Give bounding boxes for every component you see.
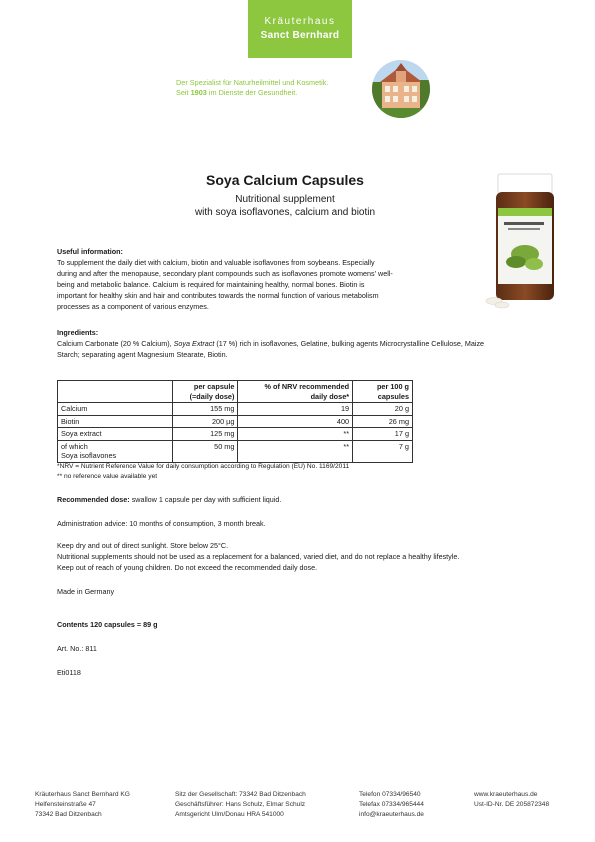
footer-web: www.kraeuterhaus.de Ust-ID-Nr. DE 205872348 [474, 791, 550, 808]
table-cell-per-100g: 20 g [353, 403, 413, 416]
contents: Contents 120 capsules = 89 g [57, 620, 158, 629]
nutrition-table [57, 380, 413, 463]
eti-code: Eti0118 [57, 668, 81, 677]
tagline-line1: Der Spezialist für Naturheilmittel und Kosmetik. [176, 78, 329, 87]
footer-company: Kräuterhaus Sanct Bernhard KG Helfensteinstraße 47 73342 Bad Ditzenbach [35, 791, 130, 818]
useful-info-line: processes as a component of various enzymes. [57, 302, 209, 311]
table-cell-nrv: ** [238, 440, 353, 462]
ingredients-line: Calcium Carbonate (20 % Calcium), Soya Extract (17 %) rich in isoflavones, Gelatine, bulking agents Microcrystalline Cellulose, Maize [57, 339, 485, 348]
footer-website-link[interactable]: www.kraeuterhaus.de [474, 791, 538, 798]
table-cell-per-100g: 7 g [353, 440, 413, 462]
tagline-line2: Seit 1903 im Dienste der Gesundheit. [176, 88, 298, 97]
table-row [58, 403, 413, 416]
table-cell-nrv: 19 [238, 403, 353, 416]
useful-info-line: important for healthy skin and hair and contributes towards the normal function of various metabolism [57, 291, 379, 300]
useful-information-label: Useful information: [57, 247, 123, 256]
table-cell-nrv: ** [238, 428, 353, 441]
table-header-nrv: % of NRV recommended daily dose* [238, 381, 353, 403]
table-cell-per-capsule: 155 mg [172, 403, 238, 416]
storage-line: Keep dry and out of direct sunlight. Store below 25°C. [57, 541, 229, 550]
table-cell-per-capsule: 200 µg [172, 415, 238, 428]
useful-info-line: To supplement the daily diet with calcium, biotin and valuable isoflavones from soybeans. Especially [57, 258, 375, 267]
footnote: *NRV = Nutrient Reference Value for daily consumption according to Regulation (EU) No. 1169/2011 [57, 463, 350, 470]
footer-legal: Sitz der Gesellschaft: 73342 Bad Ditzenbach Geschäftsführer: Hans Schulz, Elmar Schulz Amtsgericht Ulm/Donau HRA 541000 [175, 791, 306, 818]
article-number: Art. No.: 811 [57, 644, 97, 653]
footer-email-link[interactable]: info@kraeuterhaus.de [359, 811, 424, 818]
brand-tagline [176, 78, 328, 98]
product-bottle-image [480, 170, 572, 310]
table-cell-per-100g: 17 g [353, 428, 413, 441]
ingredients-line: Starch; separating agent Magnesium Stearate, Biotin. [57, 350, 228, 359]
useful-information [57, 246, 393, 312]
table-cell-per-capsule: 125 mg [172, 428, 238, 441]
table-cell-per-capsule: 50 mg [172, 440, 238, 462]
brand-logo [248, 0, 352, 58]
storage-line: Keep out of reach of young children. Do not exceed the recommended daily dose. [57, 563, 318, 572]
table-row [58, 440, 413, 462]
table-cell-name: Soya extract [58, 428, 173, 441]
table-cell-name: of which Soya isoflavones [58, 440, 173, 462]
table-row [58, 415, 413, 428]
table-header-per-100g: per 100 g capsules [353, 381, 413, 403]
useful-info-line: during and after the menopause, secondary plant compounds such as isoflavones promote womens' well- [57, 269, 393, 278]
brand-name-line1: Kräuterhaus [264, 16, 336, 27]
useful-info-line: being and metabolic balance. Calcium is required for maintaining healthy, normal bones. Biotin is [57, 280, 365, 289]
footnote: ** no reference value available yet [57, 472, 158, 480]
table-cell-name: Calcium [58, 403, 173, 416]
storage-line: Nutritional supplements should not be used as a replacement for a balanced, varied diet, and do not replace a healthy lifestyle. [57, 552, 460, 561]
ingredients [57, 327, 484, 360]
table-header-per-capsule: per capsule (=daily dose) [172, 381, 238, 403]
ingredients-label: Ingredients: [57, 328, 99, 337]
recommended-dose: Recommended dose: swallow 1 capsule per day with sufficient liquid. [57, 495, 282, 504]
product-subtitle: Nutritional supplement with soya isoflavones, calcium and biotin [194, 194, 376, 218]
made-in: Made in Germany [57, 587, 115, 596]
storage-notes [57, 540, 459, 573]
administration-advice: Administration advice: 10 months of consumption, 3 month break. [57, 519, 266, 528]
table-row [58, 428, 413, 441]
product-title: Soya Calcium Capsules [206, 172, 364, 188]
building-photo [372, 60, 430, 118]
table-header-name [58, 381, 173, 403]
brand-name-line2: Sanct Bernhard [260, 30, 340, 41]
footer-contact: Telefon 07334/96540 Telefax 07334/965444 info@kraeuterhaus.de [359, 791, 424, 818]
table-cell-per-100g: 26 mg [353, 415, 413, 428]
table-footnotes [57, 462, 349, 481]
table-header-row [58, 381, 413, 403]
table-cell-nrv: 400 [238, 415, 353, 428]
table-cell-name: Biotin [58, 415, 173, 428]
